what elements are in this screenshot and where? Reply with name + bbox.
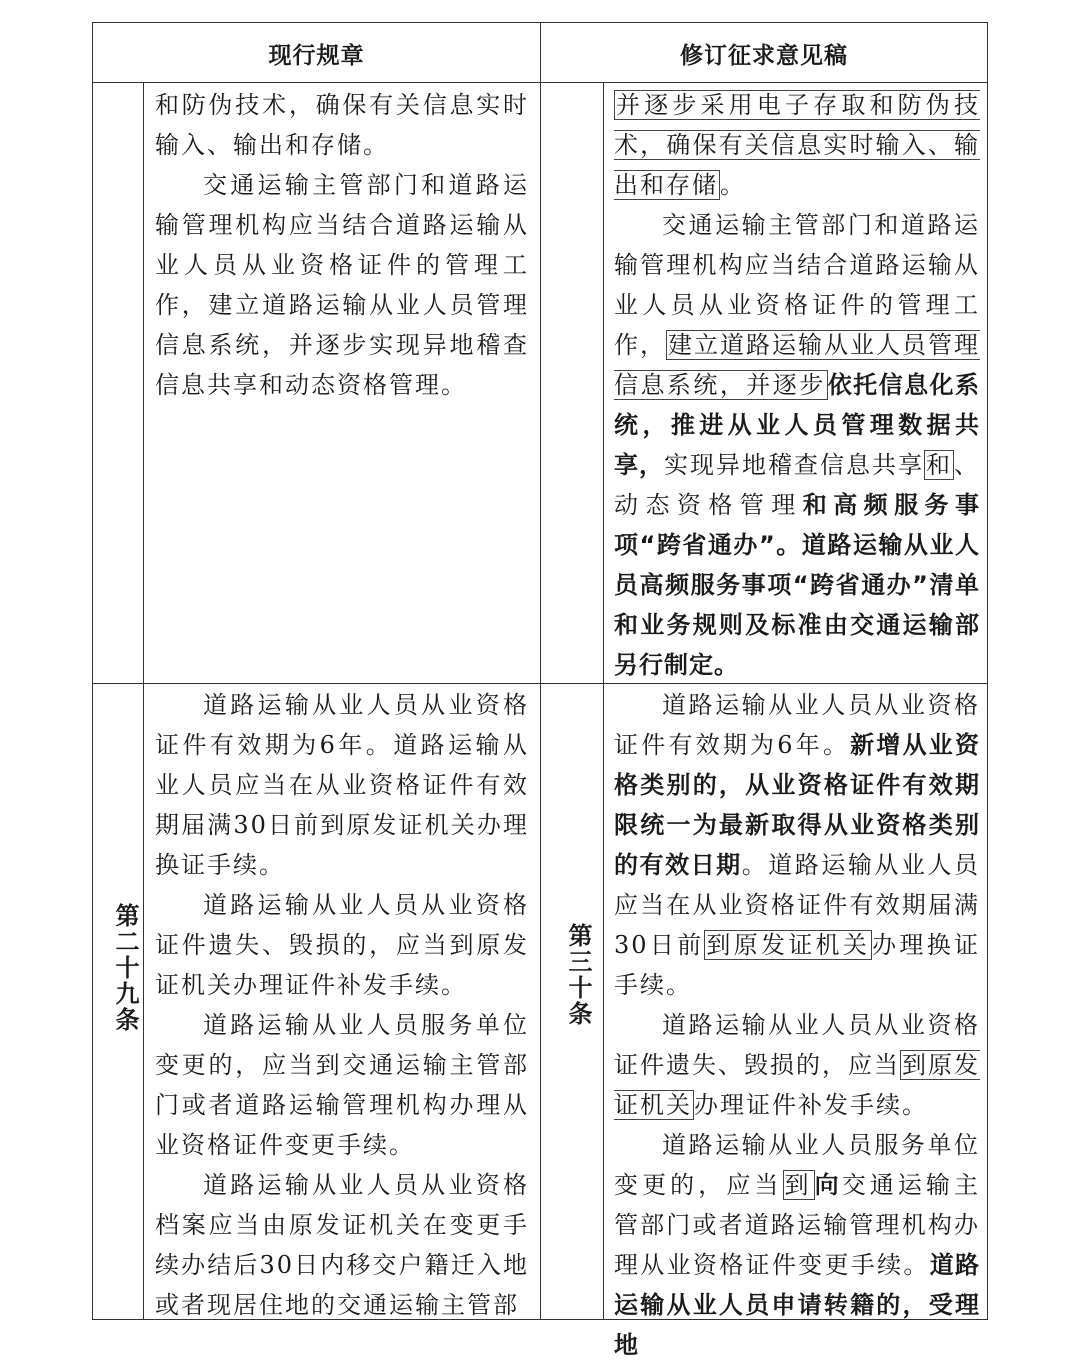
- added-text: 道路运输从业人员申请转籍的，受理地: [614, 1251, 981, 1359]
- added-text: 依托信息化系统，推进从业人员管理数据共享，: [614, 371, 981, 479]
- deleted-text-box: 和: [926, 451, 952, 479]
- row1-current-p2: 交通运输主管部门和道路运输管理机构应当结合道路运输从业人员从业资格证件的管理工作，建立道路运输从业人员管理信息系统，并逐步实现异地稽查信息共享和动态资格管理。: [155, 171, 529, 399]
- deleted-text-box: 并逐步采用电子存取和防伪技术，确保有关信息实时输入、输出和存储: [614, 91, 980, 199]
- row2-draft-p2: 道路运输从业人员从业资格证件遗失、毁损的，应当到原发证机关办理证件补发手续。: [614, 1011, 980, 1119]
- added-text: 新增从业资格类别的，从业资格证件有效期限统一为最新取得从业资格类别的有效日期: [614, 731, 980, 879]
- row2-current-p3: 道路运输从业人员服务单位变更的，应当到交通运输主管部门或者道路运输管理机构办理从业资格证件变更手续。: [155, 1011, 529, 1159]
- divider-current-article: [143, 83, 144, 1319]
- added-text: 和高频服务事项“跨省通办”。道路运输从业人员高频服务事项“跨省通办”清单和业务规则及标准由交通运输部另行制定。: [614, 491, 981, 679]
- comparison-table: [92, 22, 988, 1359]
- row1-current-text: [155, 85, 529, 405]
- row1-current-p1: 和防伪技术，确保有关信息实时输入、输出和存储。: [155, 91, 529, 159]
- header-current-rules: 现行规章: [268, 42, 365, 69]
- row1-draft-text: [614, 85, 980, 685]
- row2-current-p1: 道路运输从业人员从业资格证件有效期为6年。道路运输从业人员应当在从业资格证件有效期届满30日前到原发证机关办理换证手续。: [155, 691, 529, 879]
- deleted-text-box: 到: [784, 1171, 813, 1199]
- row2-current-p4: 道路运输从业人员从业资格档案应当由原发证机关在变更手续办结后30日内移交户籍迁入地或者现居住地的交通运输主管部: [155, 1171, 529, 1319]
- header-revision-draft: 修订征求意见稿: [680, 42, 848, 69]
- added-text: 向: [814, 1171, 842, 1199]
- draft-article-number: 第三十条: [564, 923, 592, 1027]
- row2-draft-text: [614, 685, 980, 1365]
- deleted-text-box: 建立道路运输从业人员管理信息系统，并逐步: [614, 331, 980, 399]
- divider-draft-article: [603, 83, 604, 1319]
- row2-draft-p3: 道路运输从业人员服务单位变更的，应当到向交通运输主管部门或者道路运输管理机构办理从业资格证件变更手续。道路运输从业人员申请转籍的，受理地: [614, 1131, 981, 1359]
- deleted-text-box: 到原发证机关: [614, 1051, 980, 1119]
- row2-current-p2: 道路运输从业人员从业资格证件遗失、毁损的，应当到原发证机关办理证件补发手续。: [155, 891, 529, 999]
- row1-draft-p1: 并逐步采用电子存取和防伪技术，确保有关信息实时输入、输出和存储。: [614, 91, 980, 199]
- row2-current-text: [155, 685, 529, 1325]
- row2-draft-p1: 道路运输从业人员从业资格证件有效期为6年。新增从业资格类别的，从业资格证件有效期限统一为最新取得从业资格类别的有效日期。道路运输从业人员应当在从业资格证件有效期届满30日前到原发证机关办理换证手续。: [614, 691, 981, 999]
- divider-middle: [540, 23, 541, 1319]
- current-article-number: 第二十九条: [111, 903, 139, 1033]
- row1-draft-p2: 交通运输主管部门和道路运输管理机构应当结合道路运输从业人员从业资格证件的管理工作，建立道路运输从业人员管理信息系统，并逐步依托信息化系统，推进从业人员管理数据共享，实现异地稽查信息共享和、动态资格管理和高频服务事项“跨省通办”。道路运输从业人员高频服务事项“跨省通办”清单和业务规则及标准由交通运输部另行制定。: [614, 211, 981, 679]
- deleted-text-box: 到原发证机关: [706, 931, 871, 959]
